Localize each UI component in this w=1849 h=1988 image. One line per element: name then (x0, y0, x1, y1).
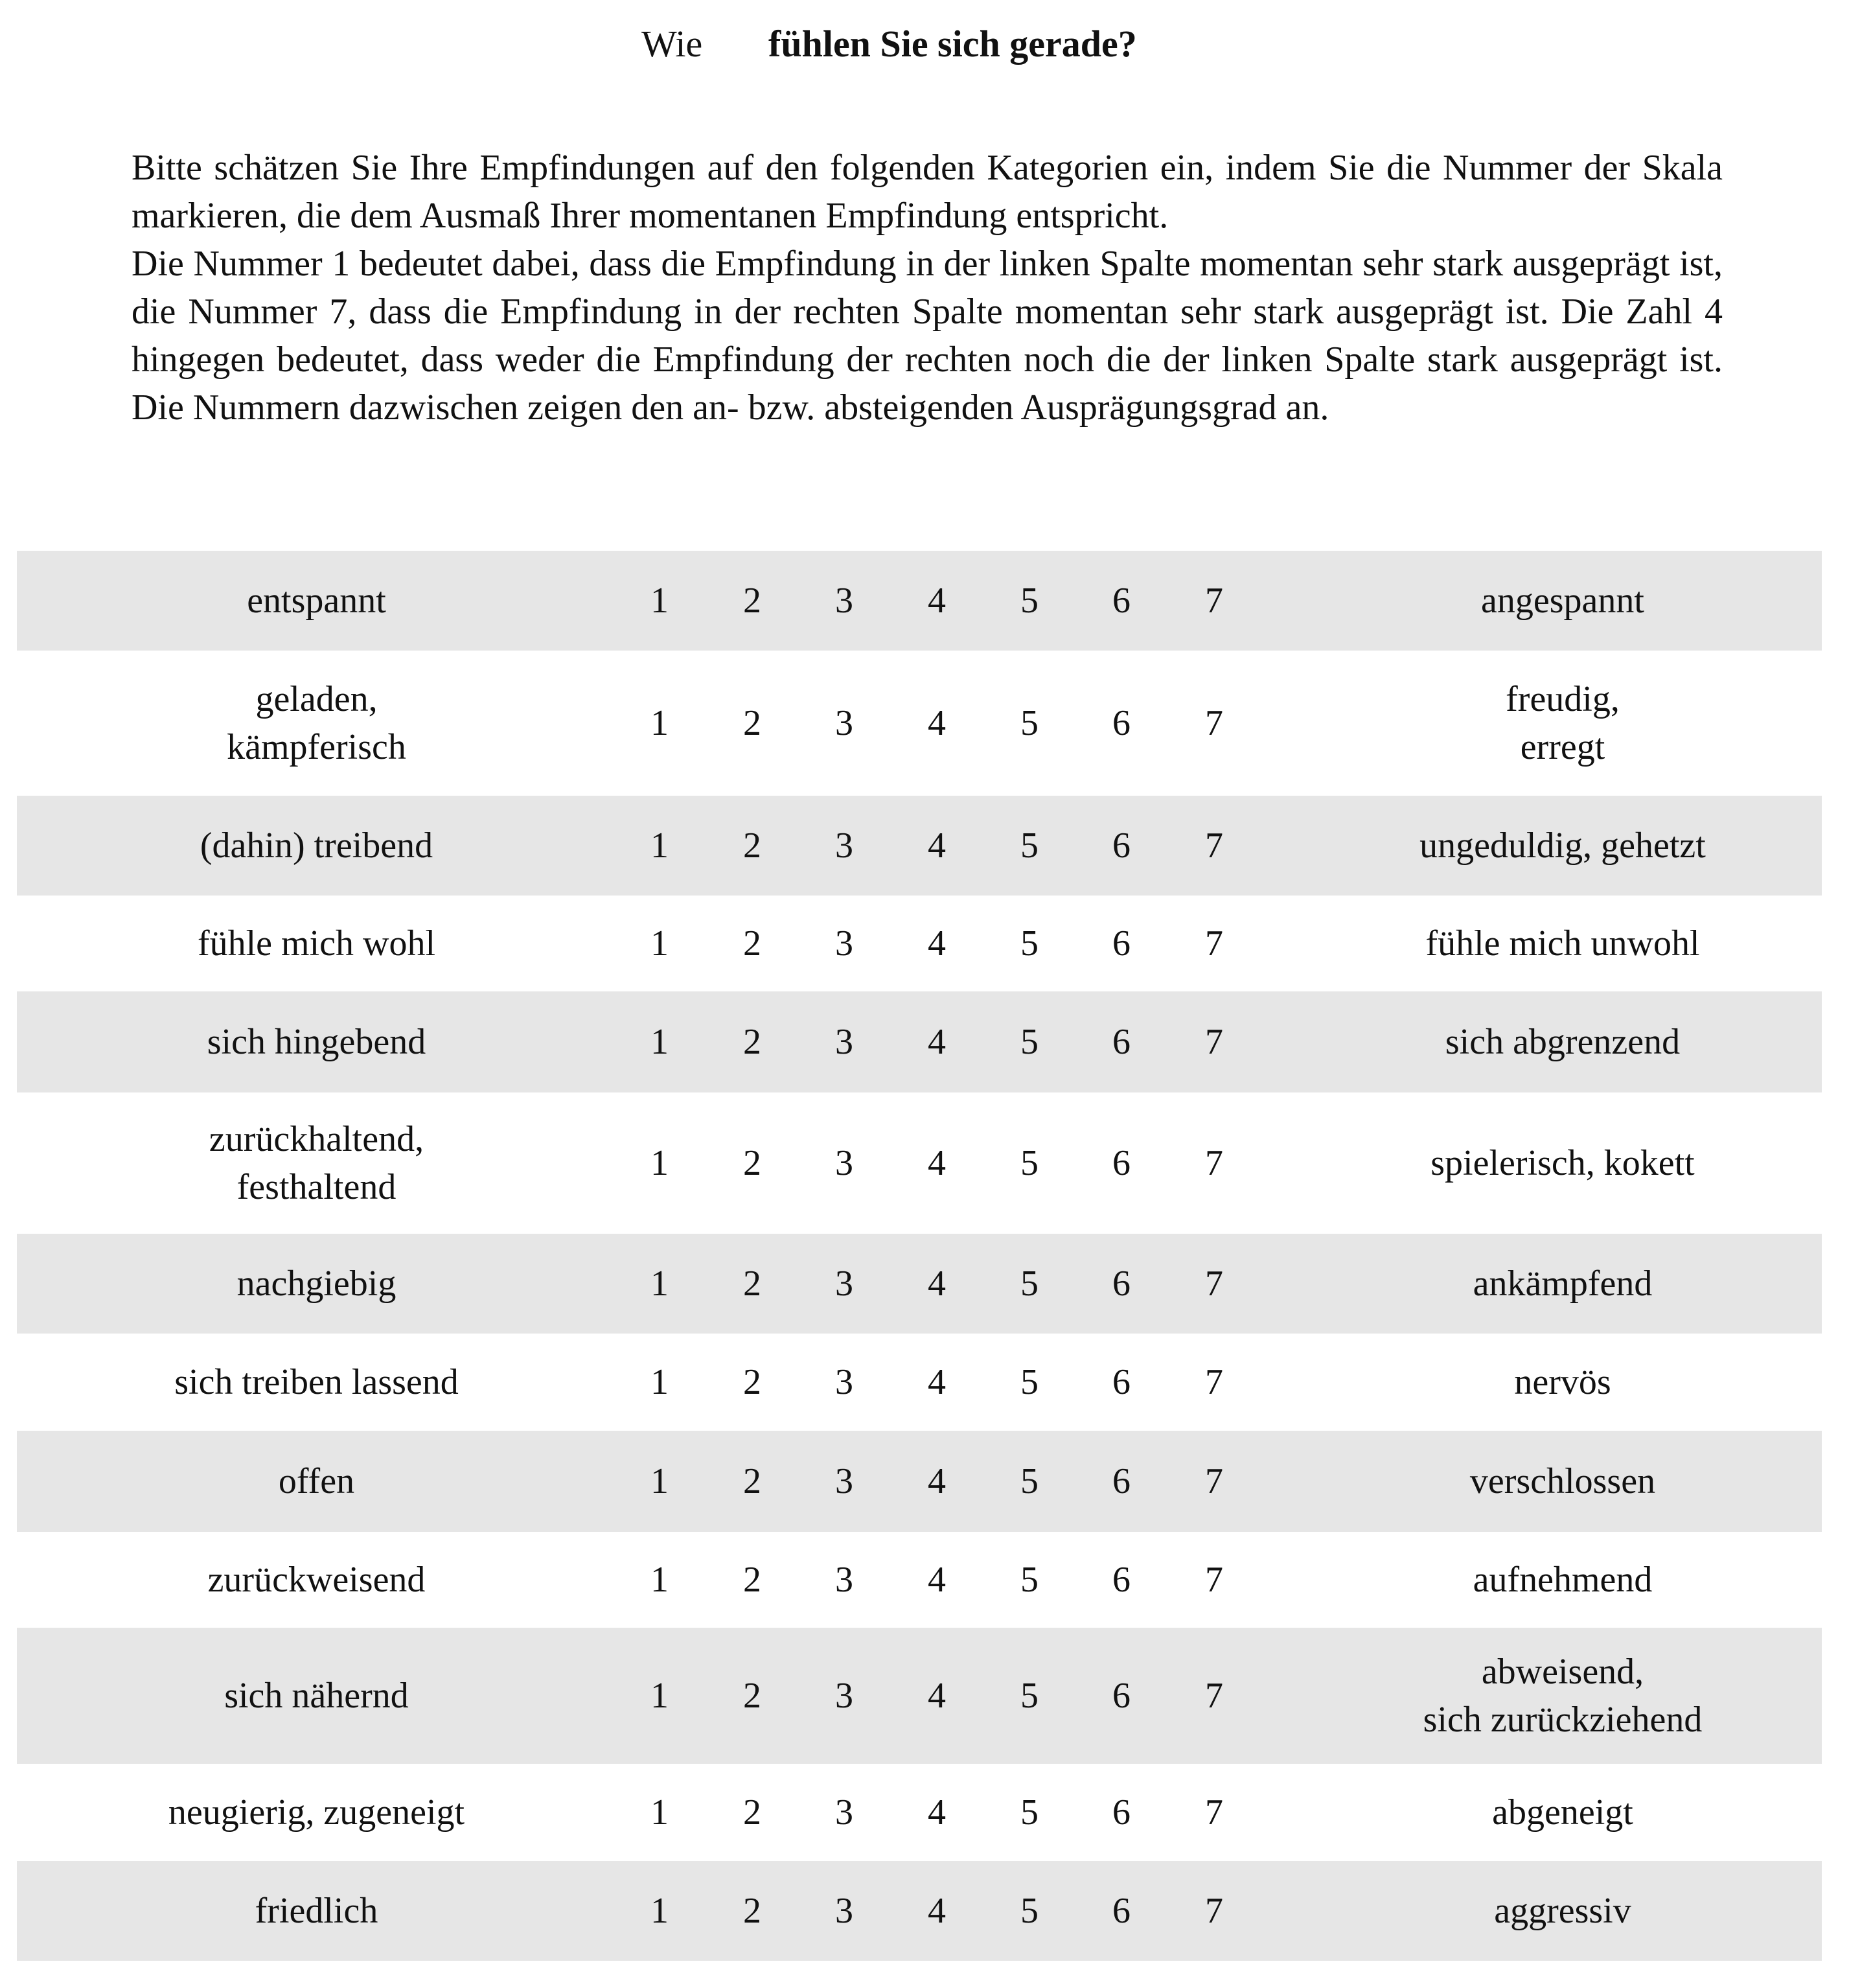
scale-option-6[interactable]: 6 (1112, 1022, 1131, 1062)
scale-option-3[interactable]: 3 (835, 1891, 853, 1931)
scale-option-5[interactable]: 5 (1020, 1676, 1039, 1716)
scale-option-6[interactable]: 6 (1112, 581, 1131, 621)
scale-option-3[interactable]: 3 (835, 1792, 853, 1832)
title-main: fühlen Sie sich gerade? (768, 23, 1137, 65)
scale-row (17, 1764, 1822, 1861)
scale-option-6[interactable]: 6 (1112, 1143, 1131, 1183)
scale-option-1[interactable]: 1 (650, 1143, 669, 1183)
scale-row (17, 991, 1822, 1092)
left-label: zurückhaltend, festhaltend (209, 1119, 424, 1207)
scale-option-5[interactable]: 5 (1020, 703, 1039, 743)
scale-option-2[interactable]: 2 (743, 581, 761, 621)
scale-option-7[interactable]: 7 (1205, 1143, 1223, 1183)
scale-option-2[interactable]: 2 (743, 1560, 761, 1600)
right-label: aufnehmend (1473, 1560, 1653, 1600)
scale-option-5[interactable]: 5 (1020, 1461, 1039, 1501)
left-label: nachgiebig (236, 1264, 396, 1304)
scale-option-4[interactable]: 4 (928, 1676, 946, 1716)
scale-option-7[interactable]: 7 (1205, 1676, 1223, 1716)
scale-option-4[interactable]: 4 (928, 1362, 946, 1402)
scale-row (17, 1334, 1822, 1431)
scale-option-1[interactable]: 1 (650, 1676, 669, 1716)
scale-option-6[interactable]: 6 (1112, 1676, 1131, 1716)
scale-option-2[interactable]: 2 (743, 1264, 761, 1304)
scale-option-3[interactable]: 3 (835, 1362, 853, 1402)
scale-option-6[interactable]: 6 (1112, 1891, 1131, 1931)
scale-option-5[interactable]: 5 (1020, 1264, 1039, 1304)
scale-option-5[interactable]: 5 (1020, 1022, 1039, 1062)
scale-option-4[interactable]: 4 (928, 1264, 946, 1304)
scale-option-2[interactable]: 2 (743, 826, 761, 866)
scale-option-3[interactable]: 3 (835, 581, 853, 621)
scale-option-5[interactable]: 5 (1020, 1143, 1039, 1183)
rating-scale-table (17, 551, 1822, 1961)
scale-row (17, 1234, 1822, 1334)
scale-option-3[interactable]: 3 (835, 1143, 853, 1183)
scale-option-6[interactable]: 6 (1112, 1362, 1131, 1402)
scale-row (17, 896, 1822, 991)
left-label: friedlich (255, 1891, 378, 1931)
scale-option-3[interactable]: 3 (835, 1676, 853, 1716)
right-label: ungeduldig, gehetzt (1419, 826, 1706, 866)
scale-option-7[interactable]: 7 (1205, 703, 1223, 743)
scale-option-4[interactable]: 4 (928, 1792, 946, 1832)
scale-option-1[interactable]: 1 (650, 1461, 669, 1501)
scale-option-7[interactable]: 7 (1205, 923, 1223, 964)
right-label: abweisend, sich zurückziehend (1423, 1652, 1703, 1740)
scale-option-5[interactable]: 5 (1020, 923, 1039, 964)
right-label: nervös (1514, 1362, 1611, 1402)
left-label: zurückweisend (207, 1560, 426, 1600)
scale-option-7[interactable]: 7 (1205, 1560, 1223, 1600)
scale-row (17, 1861, 1822, 1961)
scale-option-6[interactable]: 6 (1112, 1264, 1131, 1304)
scale-option-2[interactable]: 2 (743, 1022, 761, 1062)
instructions-paragraph-1: Bitte schätzen Sie Ihre Empfindungen auf den folgenden Kategorien ein, indem Sie die Nummer der Skala markieren, die dem Ausmaß Ihrer momentanen Empfindung entspricht. (132, 148, 1723, 236)
scale-option-1[interactable]: 1 (650, 1560, 669, 1600)
right-label: verschlossen (1469, 1461, 1656, 1501)
right-label: ankämpfend (1473, 1264, 1653, 1304)
right-label: sich abgrenzend (1445, 1022, 1681, 1062)
instructions (132, 144, 1723, 432)
scale-option-7[interactable]: 7 (1205, 1461, 1223, 1501)
scale-option-1[interactable]: 1 (650, 1792, 669, 1832)
scale-option-7[interactable]: 7 (1205, 826, 1223, 866)
scale-option-5[interactable]: 5 (1020, 1891, 1039, 1931)
scale-option-7[interactable]: 7 (1205, 1022, 1223, 1062)
scale-option-6[interactable]: 6 (1112, 1560, 1131, 1600)
right-label: fühle mich unwohl (1425, 923, 1700, 964)
scale-option-4[interactable]: 4 (928, 826, 946, 866)
scale-row (17, 1628, 1822, 1764)
scale-option-4[interactable]: 4 (928, 923, 946, 964)
scale-row (17, 1431, 1822, 1532)
scale-option-3[interactable]: 3 (835, 1022, 853, 1062)
right-label: spielerisch, kokett (1430, 1143, 1695, 1183)
scale-option-7[interactable]: 7 (1205, 1891, 1223, 1931)
scale-option-3[interactable]: 3 (835, 1560, 853, 1600)
scale-row (17, 1092, 1822, 1234)
scale-option-2[interactable]: 2 (743, 1461, 761, 1501)
left-label: sich nähernd (224, 1676, 409, 1716)
scale-row (17, 651, 1822, 796)
scale-option-4[interactable]: 4 (928, 581, 946, 621)
right-label: aggressiv (1494, 1891, 1631, 1931)
instructions-paragraph-2: Die Nummer 1 bedeutet dabei, dass die Empfindung in der linken Spalte momentan sehr stark ausgeprägt ist, die Nummer 7, dass die Empfindung in der rechten Spalte momentan sehr stark ausgeprägt ist. Die Zahl 4 hingegen bedeutet, dass weder die Empfindung der rechten noch die der linken Spalte stark ausgeprägt ist. Die Nummern dazwischen zeigen den an- bzw. absteigenden Ausprägungsgrad an. (132, 244, 1723, 428)
title-prefix: Wie (641, 23, 703, 65)
scale-row (17, 796, 1822, 896)
scale-option-4[interactable]: 4 (928, 1143, 946, 1183)
scale-option-2[interactable]: 2 (743, 703, 761, 743)
scale-option-3[interactable]: 3 (835, 1461, 853, 1501)
scale-option-7[interactable]: 7 (1205, 1264, 1223, 1304)
scale-option-1[interactable]: 1 (650, 1362, 669, 1402)
scale-option-1[interactable]: 1 (650, 826, 669, 866)
scale-option-5[interactable]: 5 (1020, 826, 1039, 866)
scale-option-1[interactable]: 1 (650, 1022, 669, 1062)
scale-option-1[interactable]: 1 (650, 1264, 669, 1304)
left-label: sich hingebend (207, 1022, 426, 1062)
scale-option-3[interactable]: 3 (835, 923, 853, 964)
scale-option-5[interactable]: 5 (1020, 1792, 1039, 1832)
scale-option-2[interactable]: 2 (743, 1792, 761, 1832)
left-label: fühle mich wohl (197, 923, 436, 964)
scale-option-4[interactable]: 4 (928, 703, 946, 743)
scale-row (17, 551, 1822, 651)
left-label: sich treiben lassend (174, 1362, 459, 1402)
scale-option-5[interactable]: 5 (1020, 1560, 1039, 1600)
right-label: angespannt (1481, 581, 1644, 621)
scale-option-2[interactable]: 2 (743, 1891, 761, 1931)
left-label: entspannt (247, 581, 386, 621)
scale-option-4[interactable]: 4 (928, 1461, 946, 1501)
scale-option-1[interactable]: 1 (650, 581, 669, 621)
scale-option-5[interactable]: 5 (1020, 1362, 1039, 1402)
scale-option-3[interactable]: 3 (835, 826, 853, 866)
scale-option-1[interactable]: 1 (650, 1891, 669, 1931)
page-title (0, 18, 1849, 70)
left-label: geladen, kämpferisch (227, 679, 406, 767)
scale-option-2[interactable]: 2 (743, 1143, 761, 1183)
left-label: offen (278, 1461, 355, 1501)
scale-option-2[interactable]: 2 (743, 1362, 761, 1402)
right-label: abgeneigt (1492, 1792, 1633, 1832)
scale-option-7[interactable]: 7 (1205, 581, 1223, 621)
scale-option-5[interactable]: 5 (1020, 581, 1039, 621)
scale-option-1[interactable]: 1 (650, 923, 669, 964)
right-label: freudig, erregt (1506, 679, 1620, 767)
scale-option-6[interactable]: 6 (1112, 1461, 1131, 1501)
left-label: neugierig, zugeneigt (168, 1792, 465, 1832)
scale-option-4[interactable]: 4 (928, 1891, 946, 1931)
scale-option-6[interactable]: 6 (1112, 703, 1131, 743)
scale-option-2[interactable]: 2 (743, 1676, 761, 1716)
scale-option-6[interactable]: 6 (1112, 826, 1131, 866)
scale-option-4[interactable]: 4 (928, 1560, 946, 1600)
scale-row (17, 1532, 1822, 1628)
scale-option-6[interactable]: 6 (1112, 1792, 1131, 1832)
left-label: (dahin) treibend (200, 826, 433, 866)
scale-option-7[interactable]: 7 (1205, 1362, 1223, 1402)
scale-option-2[interactable]: 2 (743, 923, 761, 964)
scale-option-7[interactable]: 7 (1205, 1792, 1223, 1832)
scale-option-3[interactable]: 3 (835, 1264, 853, 1304)
scale-option-1[interactable]: 1 (650, 703, 669, 743)
scale-option-6[interactable]: 6 (1112, 923, 1131, 964)
scale-option-3[interactable]: 3 (835, 703, 853, 743)
scale-option-4[interactable]: 4 (928, 1022, 946, 1062)
